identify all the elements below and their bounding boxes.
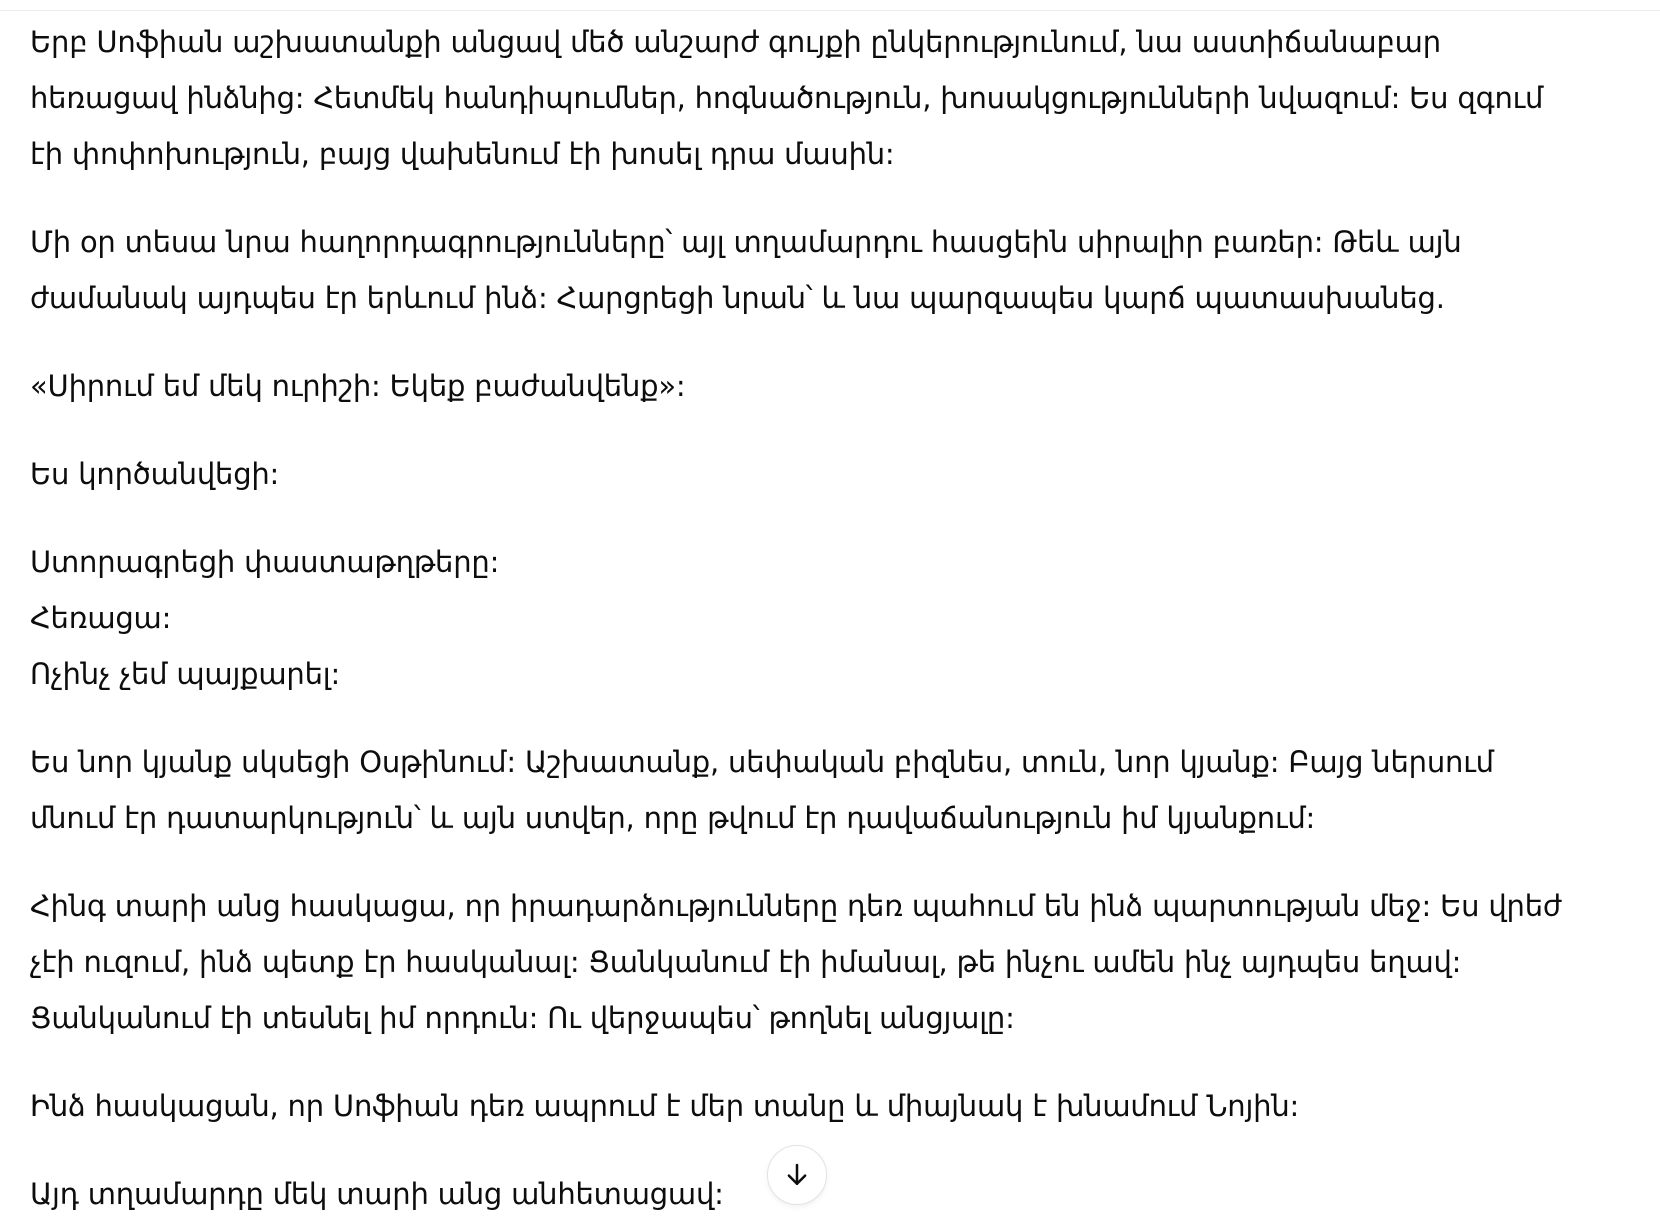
text-line: Այդ տղամարդը մեկ տարի անց անհետացավ: — [30, 1177, 724, 1211]
paragraph-8 — [30, 1078, 1630, 1134]
paragraph-9 — [30, 1166, 1630, 1222]
text-line: Մի օր տեսա նրա հաղորդագրությունները՝ այլ տղամարդու հասցեին սիրալիր բառեր: Թեև այն — [30, 225, 1462, 259]
paragraph-1 — [30, 14, 1630, 182]
text-line: չէի ուզում, ինձ պետք էր հասկանալ: Ցանկանում էի իմանալ, թե ինչու ամեն ինչ այդպես եղավ: — [30, 945, 1462, 979]
top-divider — [0, 10, 1660, 11]
text-line: Ստորագրեցի փաստաթղթերը: — [30, 545, 500, 579]
arrow-down-icon — [782, 1160, 812, 1190]
paragraph-4 — [30, 446, 1630, 502]
text-line: Երբ Սոֆիան աշխատանքի անցավ մեծ անշարժ գույքի ընկերությունում, նա աստիճանաբար — [30, 25, 1441, 59]
text-line: էի փոփոխություն, բայց վախենում էի խոսել դրա մասին: — [30, 137, 895, 171]
text-line: մնում էր դատարկություն՝ և այն ստվեր, որը թվում էր դավաճանություն իմ կյանքում: — [30, 801, 1316, 835]
text-line: Հեռացա: — [30, 601, 172, 635]
text-line: Ես նոր կյանք սկսեցի Օսթինում: Աշխատանք, սեփական բիզնես, տուն, նոր կյանք: Բայց ներսում — [30, 745, 1494, 779]
text-line: հեռացավ ինձնից: Հետմեկ հանդիպումներ, հոգնածություն, խոսակցությունների նվազում: Ես զգում — [30, 81, 1544, 115]
text-line: Ցանկանում էի տեսնել իմ որդուն: Ու վերջապես՝ թողնել անցյալը: — [30, 1001, 1015, 1035]
paragraph-3 — [30, 358, 1630, 414]
paragraph-6 — [30, 734, 1630, 846]
message-content — [30, 14, 1630, 1222]
text-line: Ինձ հասկացան, որ Սոֆիան դեռ ապրում է մեր տանը և միայնակ է խնամում Նոյին: — [30, 1089, 1300, 1123]
text-line: «Սիրում եմ մեկ ուրիշի: Եկեք բաժանվենք»: — [30, 369, 686, 403]
scroll-to-bottom-button[interactable] — [767, 1145, 827, 1205]
paragraph-7 — [30, 878, 1630, 1046]
text-line: ժամանակ այդպես էր երևում ինձ: Հարցրեցի նրան՝ և նա պարզապես կարճ պատասխանեց. — [30, 281, 1445, 315]
text-line: Հինգ տարի անց հասկացա, որ իրադարձությունները դեռ պահում են ինձ պարտության մեջ: Ես վրեժ — [30, 889, 1562, 923]
text-line: Ոչինչ չեմ պայքարել: — [30, 657, 341, 691]
text-line: Ես կործանվեցի: — [30, 457, 280, 491]
paragraph-5 — [30, 534, 1630, 702]
paragraph-2 — [30, 214, 1630, 326]
